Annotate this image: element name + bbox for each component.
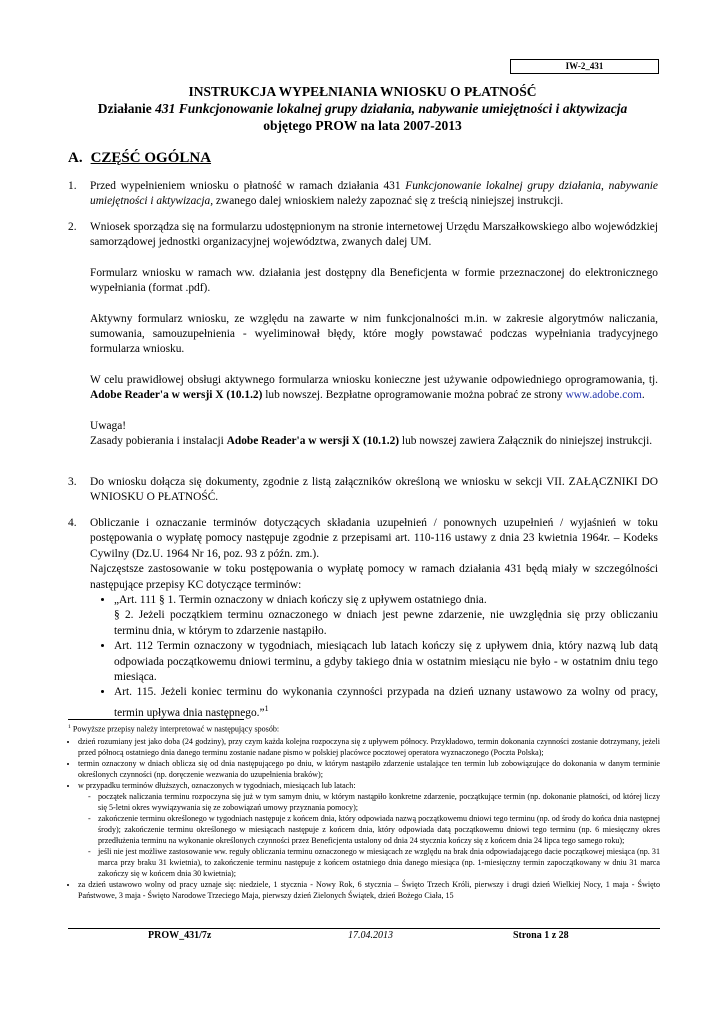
- p4-text-c: lub nowszej. Bezpłatne oprogramowanie można pobrać ze strony: [262, 389, 566, 402]
- footnote-dash-2: - zakończenie terminu określonego w tygodniach następuje z końcem dnia, który odpowiada nazwą początkowemu dniowi tego terminu (np. od środy do końca dnia następnej środy); zakończenie terminu określonego w miesiącach następuje z końcem dnia, który odpowiada datą początkowemu dniowi tego terminu (np. 6 miesięczny okres przedłużenia terminu na wykonanie określonych czynności przez Beneficjenta ustalony od dnia 24 stycznia kończy się z końcem dnia 24 lipca tego samego roku);: [88, 813, 660, 846]
- adobe-link[interactable]: www.adobe.com: [565, 389, 642, 402]
- document-title: INSTRUKCJA WYPEŁNIANIA WNIOSKU O PŁATNOŚĆ: [188, 84, 537, 99]
- footnote-dash-1: - początek naliczania terminu rozpoczyna się już w tym samym dniu, w którym nastąpiło konkretne zdarzenie, początkujące termin (np. dokonanie płatności, od której liczy się 5-letni okres wywiązywania się ze zobowiązań umowy przyznania pomocy);: [88, 791, 660, 813]
- footer-page-number: Strona 1 z 28: [513, 930, 569, 941]
- footer-date: 17.04.2013: [348, 930, 393, 941]
- item-2-body: [90, 220, 658, 449]
- p4-text-a: W celu prawidłowej obsługi aktywnego formularza wniosku konieczne jest używanie odpowiedniego oprogramowania, tj.: [90, 373, 658, 386]
- p4-text-d: .: [641, 389, 645, 402]
- footnote-separator: [68, 719, 244, 720]
- item-1-text-c: zwanego dalej wnioskiem należy zapoznać się z treścią niniejszej instrukcji.: [213, 195, 564, 208]
- footnote-list: [68, 736, 660, 901]
- footer-rule: [68, 928, 660, 929]
- list-item-4: [68, 516, 658, 721]
- document-code-box: IW-2_431: [510, 59, 659, 74]
- section-heading: [68, 150, 211, 167]
- footnote-item-1: • dzień rozumiany jest jako doba (24 godziny), przy czym każda kolejna rozpoczyna się z upływem północy. Przykładowo, termin dokonania czynności zostanie dotrzymany, jeżeli przed północą ostatniego dnia danego terminu zostanie nadane pismo w polskiej placówce pocztowej operatora wyznaczonego (Poczta Polska);: [78, 736, 660, 758]
- bullet-art-115: [114, 685, 658, 721]
- art-111-par-2: § 2. Jeżeli początkiem terminu oznaczonego w dniach jest pewne zdarzenie, nie uwzględnia się przy obliczaniu terminu dnia, w którym to zdarzenie nastąpiło.: [114, 609, 658, 637]
- item-4-body: [90, 516, 658, 721]
- art-111-par-1: • „Art. 111 § 1. Termin oznaczony w dniach kończy się z upływem ostatniego dnia.: [114, 594, 487, 607]
- footnotes: [68, 722, 660, 901]
- item-2-paragraph-2: Formularz wniosku w ramach ww. działania jest dostępny dla Beneficjenta w formie przeznaczonej do elektronicznego wypełniania (format .pdf).: [90, 266, 658, 295]
- item-2-paragraph-4: [90, 373, 658, 404]
- item-number: 3.: [68, 476, 77, 488]
- footnote-ref[interactable]: 1: [264, 703, 269, 713]
- bullet-art-112: • Art. 112 Termin oznaczony w tygodniach, miesiącach lub latach kończy się z upływem dnia, który nazwą lub datą odpowiada początkowemu dniowi terminu, a gdyby takiego dnia w ostatnim miesiącu nie było - w ostatnim dniu tego miesiąca.: [114, 639, 658, 685]
- subtitle-measure-name: 431 Funkcjonowanie lokalnej grupy działania, nabywanie umiejętności i aktywizacja: [155, 101, 628, 116]
- list-item-2: [68, 220, 658, 464]
- list-item-1: [68, 179, 658, 210]
- list-item-3: [68, 475, 658, 506]
- section-letter: A.: [68, 150, 83, 166]
- item-4-paragraph-2: Najczęstsze zastosowanie w toku postępowania o wypłatę pomocy w ramach działania 431 będą miały w szczególności następujące przepisy KC dotyczące terminów:: [90, 563, 658, 591]
- note-text-d: lub nowszej zawiera Załącznik do niniejszej instrukcji.: [399, 435, 653, 448]
- item-number: 2.: [68, 221, 77, 233]
- footnote-item-2: • termin oznaczony w dniach oblicza się od dnia następującego po dniu, w którym nastąpiło zdarzenie ustalające ten termin lub zobowiązujące do dokonania w danym terminie określonych czynności (np. doręczenie wezwania do uzupełnienia braków);: [78, 758, 660, 780]
- item-number: 1.: [68, 180, 77, 192]
- footnote-head-text: Powyższe przepisy należy interpretować w następujący sposób:: [70, 724, 280, 734]
- item-2-paragraph-1: Wniosek sporządza się na formularzu udostępnionym na stronie internetowej Urzędu Marszałkowskiego albo wojewódzkiej samorządowej jednostki organizacyjnej województwa, zwanych dalej UM.: [90, 221, 658, 249]
- item-1-measure-name: Funkcjonowanie lokalnej grupy działania, nabywanie umiejętności i aktywizacja,: [90, 180, 658, 208]
- note-heading: Uwaga!: [90, 419, 127, 432]
- item-3-text: Do wniosku dołącza się dokumenty, zgodnie z listą załączników określoną we wniosku w sekcji VII. ZAŁĄCZNIKI DO WNIOSKU O PŁATNOŚĆ.: [90, 476, 658, 504]
- art-115-text: Art. 115. Jeżeli koniec terminu do wykonania czynności przypada na dzień uznany ustawowo za wolny od pracy, termin upływa dnia następnego.”: [114, 686, 658, 719]
- item-text: [90, 179, 658, 210]
- document-subtitle: [40, 101, 685, 117]
- footer-doc-id: PROW_431/7z: [148, 930, 212, 941]
- footnote-item-3: [78, 780, 660, 879]
- footnote-head: [68, 722, 660, 735]
- item-1-text-a: Przed wypełnieniem wniosku o płatność w ramach działania 431: [90, 180, 406, 192]
- adobe-reader-version: Adobe Reader'a w wersji X (10.1.2): [90, 389, 263, 402]
- item-2-note: [90, 419, 658, 450]
- note-text-b: Zasady pobierania i instalacji: [90, 435, 227, 448]
- item-4-paragraph-1: Obliczanie i oznaczanie terminów dotyczących składania uzupełnień / ponownych uzupełnień / wyjaśnień w toku postępowania o wypłatę pomocy następuje zgodnie z przepisami art. 110-116 ustawy z dnia 23 kwietnia 1964r. – Kodeks Cywilny (Dz.U. 1964 Nr 16, poz. 93 z późn. zm.).: [90, 517, 658, 560]
- note-adobe-version: Adobe Reader'a w wersji X (10.1.2): [226, 435, 400, 448]
- item-number: 4.: [68, 517, 77, 529]
- footnote-dash-3: - jeśli nie jest możliwe zastosowanie ww. reguły obliczania terminu oznaczonego w miesiącach ze względu na brak dnia odpowiadającego dacie początkowej miesiąca (np. 31 marca przy braku 31 kwietnia), to zakończenie terminu następuje z końcem ostatniego dnia danego miesiąca (np. 1-miesięczny termin zapoczątkowany w dniu 31 marca zakończy się w końcem dnia 30 kwietnia);: [88, 846, 660, 879]
- footnote-dash-list: [78, 791, 660, 879]
- kc-provisions-list: [90, 593, 658, 721]
- footnote-item-3-text: w przypadku terminów dłuższych, oznaczonych w tygodniach, miesiącach lub latach:: [78, 780, 356, 790]
- footnote-item-4: • za dzień ustawowo wolny od pracy uznaje się: niedziele, 1 stycznia - Nowy Rok, 6 stycznia – Święto Trzech Króli, pierwszy i drugi dzień Wielkiej Nocy, 1 maja - Święto Państwowe, 3 maja - Święto Narodowe Trzeciego Maja, pierwszy dzień Zielonych Świątek, dzień Bożego Ciała, 15: [78, 879, 660, 901]
- item-2-paragraph-3: Aktywny formularz wniosku, ze względu na zawarte w nim funkcjonalności m.in. w zakresie algorytmów naliczania, sumowania, samouzupełnienia - wyeliminował błędy, które mogły powstawać podczas wypełniania tradycyjnego formularza wniosku.: [90, 312, 658, 356]
- bullet-art-111: [114, 593, 658, 639]
- section-name: CZĘŚĆ OGÓLNA: [90, 150, 212, 166]
- subtitle-prefix: Działanie: [97, 101, 156, 116]
- document-subtitle-line3: objętego PROW na lata 2007-2013: [263, 118, 462, 133]
- footnote-mark: 1: [68, 724, 71, 730]
